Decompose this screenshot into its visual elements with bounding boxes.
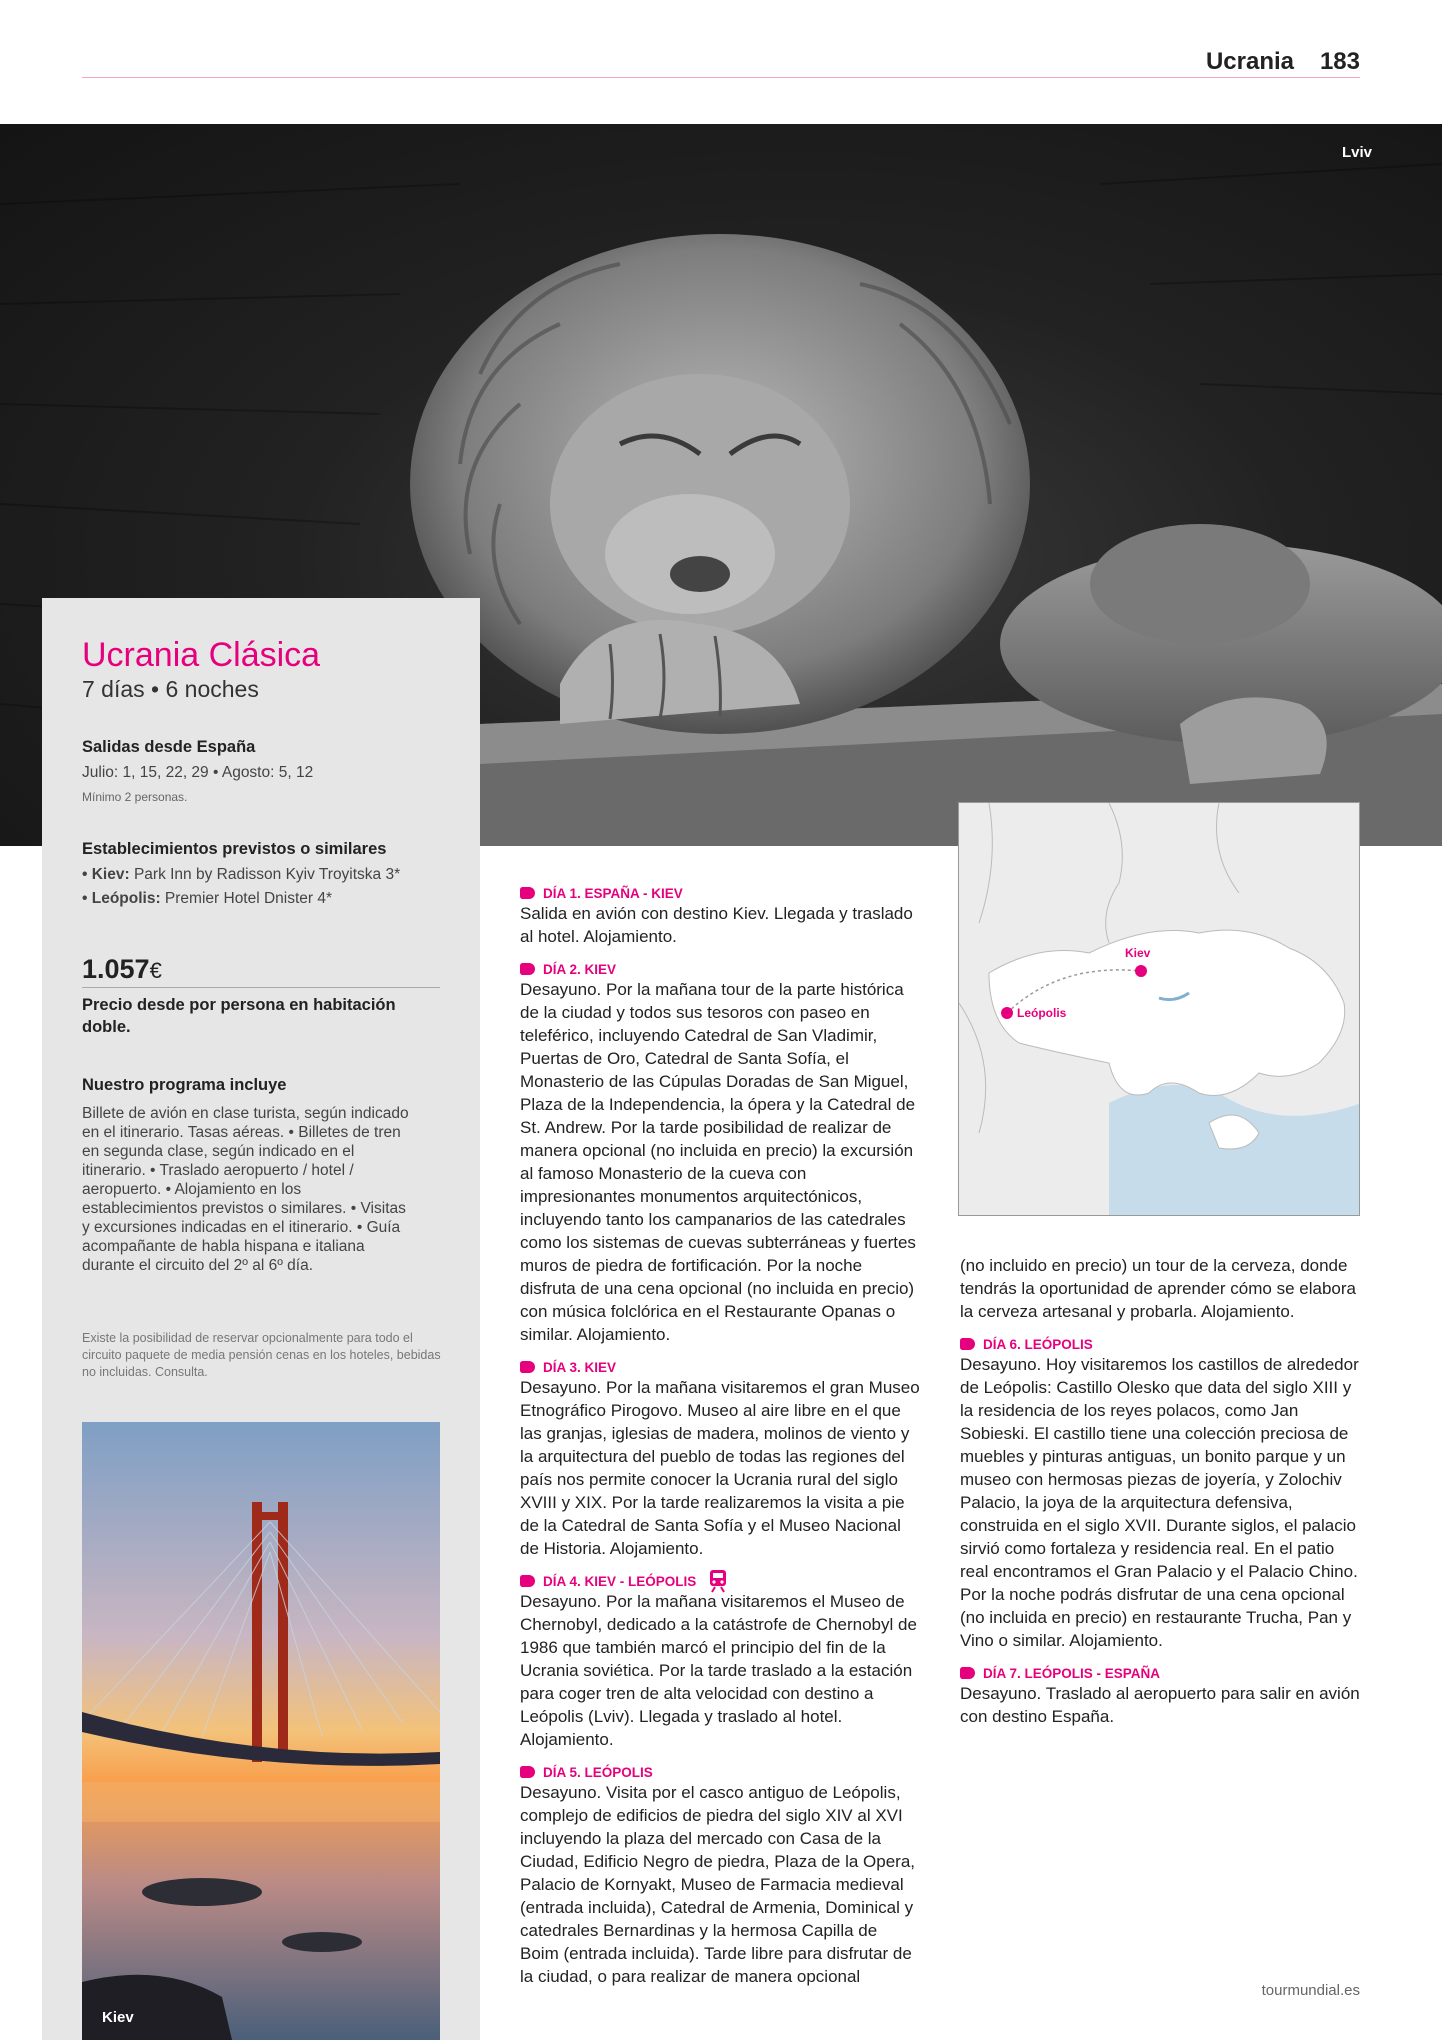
day-2-heading xyxy=(520,960,920,978)
day-4-title: DÍA 4. KIEV - LEÓPOLIS xyxy=(543,1573,697,1589)
hotel-kiev-name: Park Inn by Radisson Kyiv Troyitska 3* xyxy=(129,866,401,883)
route-map xyxy=(958,802,1360,1216)
day-5-text: Desayuno. Visita por el casco antiguo de Leópolis, complejo de edificios de piedra del siglo XIV al XVI incluyendo la plaza del mercado con Casa de la Ciudad, Edificio Negro de piedra, Plaza de la Opera, Palacio de Kornyakt, Museo de Farmacia medieval (entrada incluida), Catedral de Armenia, Dominical y catedrales Bernardinas y la hermosa Capilla de Boim (entrada incluida). Tarde libre para disfrutar de la ciudad, o para realizar de manera opcional xyxy=(520,1783,916,1986)
day-3-text: Desayuno. Por la mañana visitaremos el gran Museo Etnográfico Pirogovo. Museo al aire libre en el que las granjas, iglesias de madera, molinos de viento y la arquitectura del pueblo de todas las regiones del país nos permite conocer la Ucrania rural del siglo XVIII y XIX. Por la tarde realizaremos la visita a pie de la Catedral de Santa Sofía y el Museo Nacional de Historia. Alojamiento. xyxy=(520,1378,920,1558)
day-2-title: DÍA 2. KIEV xyxy=(543,961,617,977)
day-6-text: Desayuno. Hoy visitaremos los castillos de alrededor de Leópolis: Castillo Olesko que data del siglo XIII y la residencia de los reyes polacos, como Jan Sobieski. El castillo tiene una colección preciosa de muebles y pinturas antiguas, un bonito parque y un museo con hermosas piezas de joyería, y Zolochiv Palacio, la joya de la arquitectura defensiva, construida en el siglo XVII. Durante siglos, el palacio sirvió como fortaleza y residencia real. En el patio real encontramos el Gran Palacio y el Palacio Chino. Por la noche podrás disfrutar de una cena opcional (no incluida en precio) en restaurante Trucha, Pan y Vino o similar. Alojamiento. xyxy=(960,1355,1359,1650)
day-7-text: Desayuno. Traslado al aeropuerto para salir en avión con destino España. xyxy=(960,1684,1360,1726)
price-block xyxy=(82,954,440,988)
departures-heading: Salidas desde España xyxy=(82,738,256,756)
hotel-leopolis xyxy=(82,888,332,909)
hotel-leopolis-city: • Leópolis: xyxy=(82,890,161,907)
section-title: Ucrania xyxy=(1205,48,1294,75)
departures-dates: Julio: 1, 15, 22, 29 • Agosto: 5, 12 xyxy=(82,764,314,781)
kiev-bridge-photo xyxy=(82,1422,440,2040)
day-7-title: DÍA 7. LEÓPOLIS - ESPAÑA xyxy=(983,1665,1161,1681)
trip-title: Ucrania Clásica xyxy=(82,636,321,674)
day-5-continued-text: (no incluido en precio) un tour de la cerveza, donde tendrás la oportunidad de aprender cómo se elabora la cerveza artesanal y probarla. Alojamiento. xyxy=(960,1256,1356,1321)
includes-text: Billete de avión en clase turista, según indicado en el itinerario. Tasas aéreas. • Billetes de tren en segunda clase, según indicado en el itinerario. • Traslado aeropuerto / hotel / aeropuerto. • Alojamiento en los establecimientos previstos o similares. • Visitas y excursiones indicadas en el itinerario. • Guía acompañante de habla hispana e italiana durante el circuito del 2º al 6º día. xyxy=(82,1105,409,1274)
day-7-heading xyxy=(960,1664,1360,1682)
day-5-heading xyxy=(520,1763,920,1781)
optional-note: Existe la posibilidad de reservar opcionalmente para todo el circuito paquete de media pensión cenas en los hoteles, bebidas no incluidas. Consulta. xyxy=(82,1331,441,1379)
day-tag-icon xyxy=(520,887,535,899)
hero-caption: Lviv xyxy=(1341,144,1372,161)
page-number: 183 xyxy=(1319,48,1360,75)
day-tag-icon xyxy=(520,1766,535,1778)
footer-website: tourmundial.es xyxy=(1261,1982,1360,1999)
hotel-kiev xyxy=(82,864,400,885)
kiev-bridge-illustration xyxy=(82,1422,440,2040)
kiev-map-label: Kiev xyxy=(1125,946,1151,960)
trip-summary-panel xyxy=(42,598,480,2040)
day-5-title: DÍA 5. LEÓPOLIS xyxy=(543,1764,653,1780)
day-1-text: Salida en avión con destino Kiev. Llegada y traslado al hotel. Alojamiento. xyxy=(520,904,913,946)
day-4-heading xyxy=(520,1572,920,1590)
hotel-leopolis-name: Premier Hotel Dnister 4* xyxy=(160,890,333,907)
price-value: 1.057 xyxy=(82,954,150,984)
day-tag-icon xyxy=(520,1361,535,1373)
day-6-title: DÍA 6. LEÓPOLIS xyxy=(983,1336,1093,1352)
day-3-title: DÍA 3. KIEV xyxy=(543,1359,617,1375)
day-tag-icon xyxy=(520,1575,535,1587)
hotels-heading: Establecimientos previstos o similares xyxy=(82,840,387,858)
itinerary-column-2 xyxy=(960,1254,1360,1728)
day-1-title: DÍA 1. ESPAÑA - KIEV xyxy=(543,885,683,901)
itinerary-column-1 xyxy=(520,884,920,1988)
day-tag-icon xyxy=(960,1667,975,1679)
ukraine-map xyxy=(959,803,1360,1216)
leopolis-marker xyxy=(1001,1007,1013,1019)
day-4-text: Desayuno. Por la mañana visitaremos el Museo de Chernobyl, dedicado a la catástrofe de Chernobyl de 1986 que también marcó el principio del fin de la Ucrania soviética. Por la tarde traslado a la estación para coger tren de alta velocidad con destino a Leópolis (Lviv). Llegada y traslado al hotel. Alojamiento. xyxy=(520,1592,917,1749)
page-header xyxy=(82,44,1360,78)
day-1-heading xyxy=(520,884,920,902)
hotel-kiev-city: • Kiev: xyxy=(82,866,130,883)
includes-heading: Nuestro programa incluye xyxy=(82,1076,287,1094)
leopolis-map-label: Leópolis xyxy=(1017,1006,1067,1020)
trip-duration: 7 días • 6 noches xyxy=(82,676,259,702)
kiev-photo-caption: Kiev xyxy=(102,2009,134,2026)
day-6-heading xyxy=(960,1335,1360,1353)
train-icon xyxy=(708,1569,728,1593)
day-tag-icon xyxy=(520,963,535,975)
kiev-marker xyxy=(1135,965,1147,977)
day-2-text: Desayuno. Por la mañana tour de la parte histórica de la ciudad y todos sus tesoros con paseo en teleférico, incluyendo Catedral de San Vladimir, Puertas de Oro, Catedral de Santa Sofía, el Monasterio de las Cúpulas Doradas de San Miguel, Plaza de la Independencia, la ópera y la Catedral de St. Andrew. Por la tarde posibilidad de realizar de manera opcional (no incluida en precio) la excursión al famoso Monasterio de la cueva con impresionantes monumentos arquitectónicos, incluyendo tanto los campanarios de las catedrales como los sistemas de cuevas subterráneas y fuertes muros de piedra de fortificación. Por la noche disfruta de una cena opcional (no incluida en precio) con música folclórica en el Restaurante Opanas o similar. Alojamiento. xyxy=(520,980,916,1344)
minimum-persons: Mínimo 2 personas. xyxy=(82,790,188,804)
price-label: Precio desde por persona en habitación doble. xyxy=(82,996,396,1036)
day-tag-icon xyxy=(960,1338,975,1350)
price-currency: € xyxy=(149,958,162,983)
day-3-heading xyxy=(520,1358,920,1376)
